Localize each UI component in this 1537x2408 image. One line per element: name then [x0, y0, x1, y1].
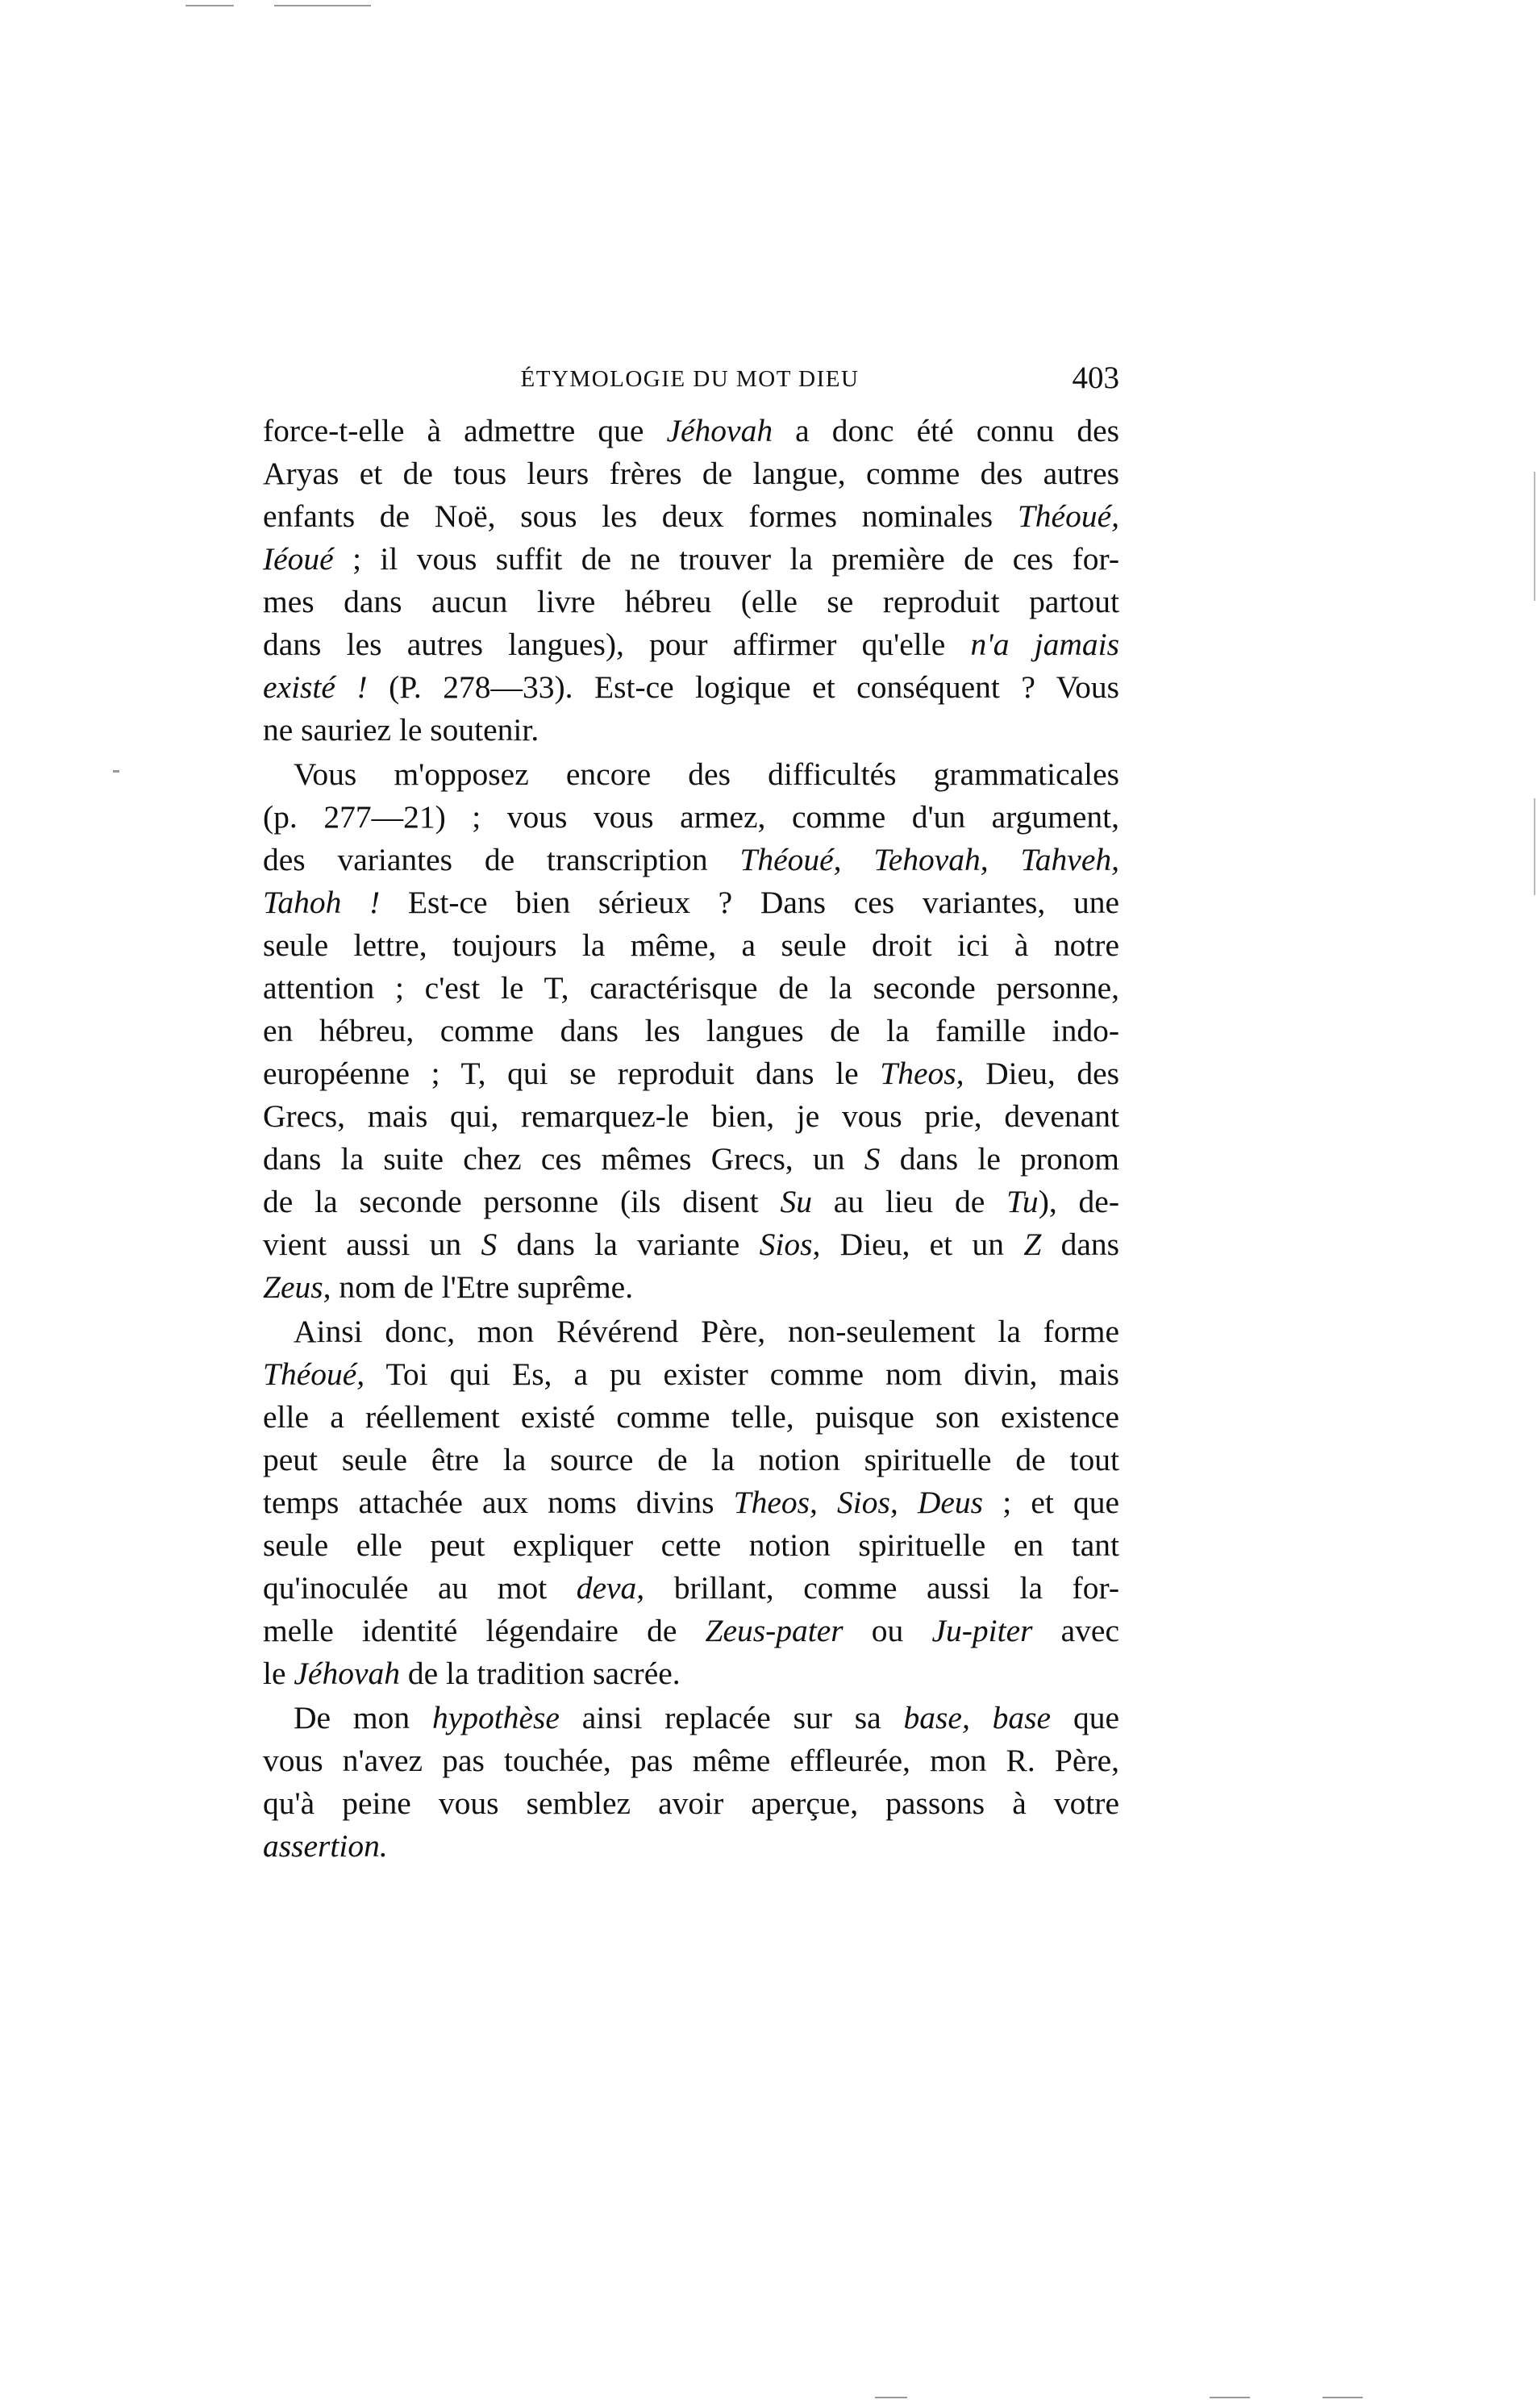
text-line	[263, 709, 1119, 752]
text-run: européenne ; T, qui se reproduit dans le	[263, 1056, 881, 1091]
text-line	[263, 410, 1119, 452]
text-line	[263, 1739, 1119, 1782]
italic-text: hypothèse	[432, 1700, 560, 1735]
text-line	[263, 1782, 1119, 1825]
text-run: De mon	[294, 1700, 432, 1735]
text-line	[263, 623, 1119, 666]
text-run: Dieu, des	[964, 1056, 1119, 1091]
italic-text: Theos,	[880, 1056, 964, 1091]
scan-speck	[875, 2397, 907, 2398]
text-run: Vous m'opposez encore des difficultés grammaticales	[294, 756, 1119, 792]
page-edge-shadow	[1534, 472, 1535, 601]
text-run: temps attachée aux noms divins	[263, 1485, 734, 1520]
italic-text: Tahoh !	[263, 885, 381, 920]
text-run: dans	[1041, 1227, 1120, 1262]
text-run: ou	[843, 1613, 932, 1648]
text-line	[263, 495, 1119, 538]
paragraph	[263, 753, 1119, 1309]
text-line	[263, 1567, 1119, 1610]
italic-text: n'a jamais	[970, 627, 1120, 662]
text-run: (p. 277—21) ; vous vous armez, comme d'un argument,	[263, 799, 1119, 835]
text-line	[263, 666, 1119, 709]
text-run: dans la suite chez ces mêmes Grecs, un	[263, 1141, 864, 1177]
italic-text: Su	[780, 1184, 812, 1219]
text-run: vous n'avez pas touchée, pas même effleurée, mon R. Père,	[263, 1743, 1119, 1778]
text-line	[263, 1052, 1119, 1095]
text-run: (P. 278—33). Est-ce logique et conséquent ? Vous	[367, 669, 1119, 705]
text-run: dans la variante	[497, 1227, 760, 1262]
text-run: enfants de Noë, sous les deux formes nominales	[263, 498, 1018, 534]
text-run: Est-ce bien sérieux ? Dans ces variantes, une	[380, 885, 1120, 920]
italic-text: Zeus-pater	[705, 1613, 843, 1648]
italic-text: Theos, Sios, Deus	[733, 1485, 984, 1520]
scan-speck	[113, 770, 119, 773]
text-line	[263, 1223, 1119, 1266]
text-line	[263, 1181, 1119, 1223]
text-run: des variantes de transcription	[263, 842, 740, 877]
italic-text: Jéhovah	[666, 413, 773, 448]
scan-speck	[274, 5, 371, 6]
italic-text: Z	[1023, 1227, 1042, 1262]
text-run: mes dans aucun livre hébreu (elle se reproduit partout	[263, 584, 1119, 619]
text-run: qu'à peine vous semblez avoir aperçue, passons à votre	[263, 1785, 1119, 1821]
text-run: ), de-	[1038, 1184, 1119, 1219]
text-line	[263, 753, 1119, 796]
text-line	[263, 1353, 1119, 1396]
text-run: brillant, comme aussi la for-	[644, 1570, 1119, 1606]
text-run: dans le pronom	[880, 1141, 1119, 1177]
text-run: seule lettre, toujours la même, a seule droit ici à notre	[263, 927, 1119, 963]
text-run: de la tradition sacrée.	[400, 1656, 681, 1691]
text-line	[263, 1310, 1119, 1353]
text-line	[263, 881, 1119, 924]
text-run: attention ; c'est le T, caractérisque de la seconde personne,	[263, 970, 1119, 1006]
italic-text: Iéoué	[263, 541, 334, 577]
text-line	[263, 1825, 1119, 1868]
text-line	[263, 1652, 1119, 1695]
italic-text: Théoué,	[263, 1356, 365, 1392]
italic-text: Théoué,	[1017, 498, 1119, 534]
italic-text: S	[481, 1227, 498, 1262]
italic-text: Sios,	[759, 1227, 821, 1262]
text-run: a donc été connu des	[773, 413, 1119, 448]
text-line	[263, 967, 1119, 1010]
text-run: elle a réellement existé comme telle, puisque son existence	[263, 1399, 1119, 1435]
text-run: nom de l'Etre suprême.	[331, 1269, 634, 1305]
text-line	[263, 1266, 1119, 1309]
text-run: en hébreu, comme dans les langues de la famille indo-	[263, 1013, 1119, 1048]
italic-text: Zeus,	[263, 1269, 331, 1305]
text-run: ; et que	[983, 1485, 1119, 1520]
italic-text: base, base	[903, 1700, 1052, 1735]
text-run: Toi qui Es, a pu exister comme nom divin, mais	[364, 1356, 1119, 1392]
text-line	[263, 1439, 1119, 1481]
text-run: avec	[1032, 1613, 1119, 1648]
text-run: Ainsi donc, mon Révérend Père, non-seulement la forme	[294, 1314, 1119, 1349]
italic-text: deva,	[576, 1570, 645, 1606]
paragraph	[263, 1310, 1119, 1695]
text-run: ainsi replacée sur sa	[559, 1700, 904, 1735]
italic-text: S	[864, 1141, 881, 1177]
text-line	[263, 924, 1119, 967]
text-run: peut seule être la source de la notion spirituelle de tout	[263, 1442, 1119, 1477]
text-run: Dieu, et un	[820, 1227, 1024, 1262]
text-run: dans les autres langues), pour affirmer qu'elle	[263, 627, 971, 662]
text-run: ne sauriez le soutenir.	[263, 712, 539, 748]
scan-speck	[1322, 2397, 1363, 2398]
text-line	[263, 1010, 1119, 1052]
text-run: seule elle peut expliquer cette notion spirituelle en tant	[263, 1527, 1119, 1563]
text-run: qu'inoculée au mot	[263, 1570, 577, 1606]
paragraph	[263, 1697, 1119, 1868]
text-run: melle identité légendaire de	[263, 1613, 706, 1648]
page-number: 403	[1072, 360, 1119, 395]
running-head-title: ÉTYMOLOGIE DU MOT DIEU	[520, 366, 860, 392]
italic-text: Tu	[1006, 1184, 1039, 1219]
italic-text: assertion.	[263, 1828, 388, 1864]
text-run: Grecs, mais qui, remarquez-le bien, je vous prie, devenant	[263, 1098, 1119, 1134]
text-line	[263, 839, 1119, 881]
text-line	[263, 1481, 1119, 1524]
text-run: de la seconde personne (ils disent	[263, 1184, 781, 1219]
italic-text: existé !	[263, 669, 368, 705]
text-line	[263, 581, 1119, 623]
text-run: que	[1051, 1700, 1119, 1735]
text-line	[263, 1524, 1119, 1567]
text-line	[263, 1095, 1119, 1138]
text-run: force-t-elle à admettre que	[263, 413, 667, 448]
text-line	[263, 1610, 1119, 1652]
text-line	[263, 796, 1119, 839]
text-line	[263, 1396, 1119, 1439]
text-run: vient aussi un	[263, 1227, 481, 1262]
italic-text: Théoué, Tehovah, Tahveh,	[739, 842, 1119, 877]
text-run: le	[263, 1656, 294, 1691]
page-edge-shadow	[1534, 798, 1535, 895]
text-line	[263, 538, 1119, 581]
text-run: au lieu de	[811, 1184, 1007, 1219]
text-line	[263, 1697, 1119, 1739]
italic-text: Jéhovah	[294, 1656, 400, 1691]
text-run: Aryas et de tous leurs frères de langue, comme des autres	[263, 456, 1119, 491]
text-run: ; il vous suffit de ne trouver la première de ces for-	[333, 541, 1119, 577]
scan-speck	[1210, 2397, 1250, 2398]
italic-text: Ju-piter	[931, 1613, 1033, 1648]
body-text	[263, 410, 1119, 1868]
scan-speck	[185, 5, 234, 6]
text-line	[263, 1138, 1119, 1181]
running-head	[260, 360, 1119, 408]
paragraph	[263, 410, 1119, 752]
text-line	[263, 452, 1119, 495]
